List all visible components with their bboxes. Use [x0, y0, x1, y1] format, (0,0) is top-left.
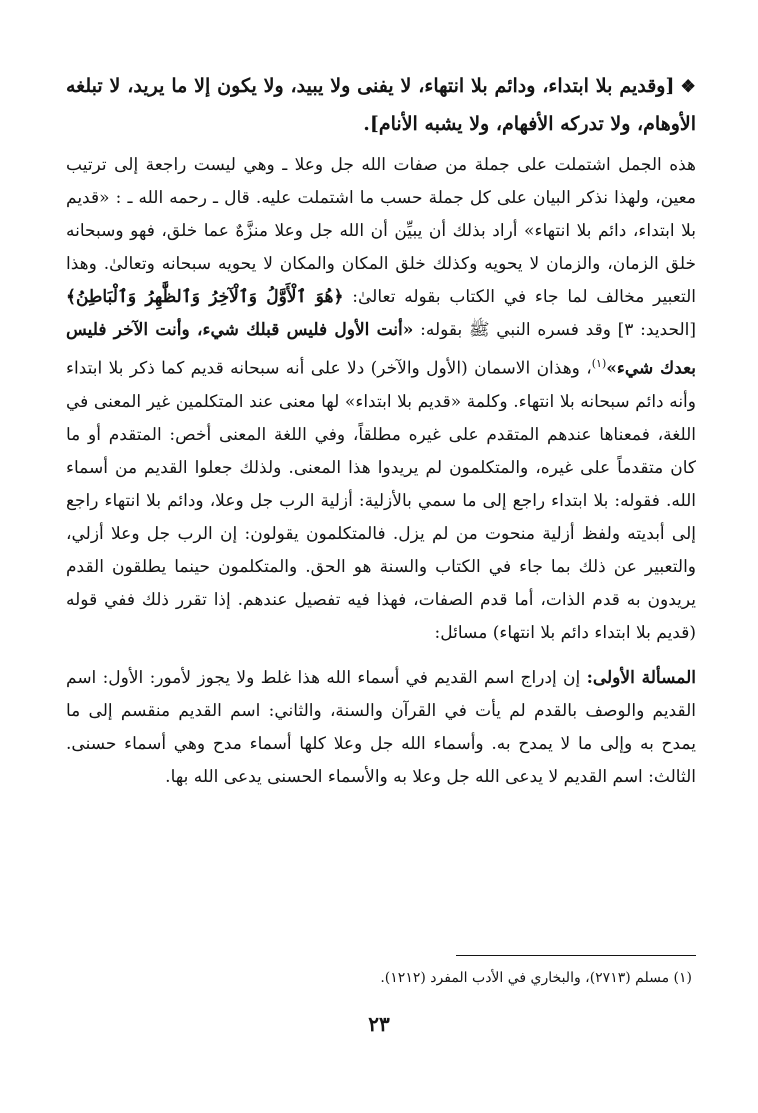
quran-verse: ﴿هُوَ ٱلْأَوَّلُ وَٱلْآخِرُ وَٱلظَّٰهِرُ وَٱلْبَاطِنُ﴾ [66, 287, 344, 307]
footnote: (١) مسلم (٢٧١٣)، والبخاري في الأدب المفرد (١٢١٢). [380, 970, 692, 986]
first-issue-paragraph [66, 662, 696, 794]
footnote-marker: (١) [591, 357, 607, 370]
heading-text: [وقديم بلا ابتداء، ودائم بلا انتهاء، لا يفنى ولا يبيد، ولا يكون إلا ما يريد، لا تبلغه الأوهام، ولا تدركه الأفهام، ولا يشبه الأنام]. [66, 75, 696, 135]
page-body [66, 68, 696, 794]
commentary-paragraph [66, 149, 696, 650]
paragraph-text: ، وهذان الاسمان (الأول والآخر) دلا على أنه سبحانه قديم كما ذكر بلا ابتداء وأنه دائم سبحانه بلا انتهاء. وكلمة «قديم بلا ابتداء» لها معنى عند المتكلمين غير المعنى في اللغة، فمعناها عندهم المتقدم على غيره مطلقاً، وفي اللغة المعنى أخص: المتقدم أو ما كان متقدماً على غيره، والمتكلمون لم يريدوا هذا المعنى. ولذلك جعلوا القديم من أسماء الله. فقوله: بلا ابتداء راجع إلى ما سمي بالأزلية: أزلية الرب جل وعلا، ودائم بلا انتهاء راجع إلى أبديته ولفظ أزلية منحوت من لم يزل. فالمتكلمون يقولون: إن الرب جل وعلا أزلي، والتعبير عن ذلك بما جاء في الكتاب والسنة هو الحق. والمتكلمون حينما يطلقون القدم يريدون به قدم الذات، أما قدم الصفات، فهذا فيه تفصيل عندهم. إذا تقرر ذلك ففي قوله (قديم بلا ابتداء دائم بلا انتهاء) مسائل: [66, 358, 696, 643]
paragraph-text: إن إدراج اسم القديم في أسماء الله هذا غلط ولا يجوز لأمور: الأول: اسم القديم والوصف بالقدم لم يأت في القرآن والسنة، والثاني: اسم القديم منقسم إلى ما يمدح به وإلى ما لا يمدح به. وأسماء الله جل وعلا كلها أسماء مدح وهي أسماء حسنى. الثالث: اسم القديم لا يدعى الله جل وعلا به والأسماء الحسنى يدعى الله بها. [66, 667, 696, 787]
diamond-bullet-icon: ❖ [680, 77, 696, 97]
page-number: ٢٣ [368, 1012, 390, 1036]
section-heading [66, 68, 696, 143]
paragraph-text: وقد فسره النبي ﷺ بقوله: [413, 320, 611, 340]
issue-label: المسألة الأولى: [586, 667, 696, 688]
hadith-quote: «أنت الأول فليس قبلك شيء، وأنت الآخر فليس بعدك شيء» [66, 320, 696, 379]
paragraph-text: هذه الجمل اشتملت على جملة من صفات الله جل وعلا ـ وهي ليست راجعة إلى ترتيب معين، ولهذا نذكر البيان على كل جملة حسب ما اشتملت عليه. قال ـ رحمه الله ـ : «قديم بلا ابتداء، دائم بلا انتهاء» أراد بذلك أن يبيِّن أن الله جل وعلا منزَّهٌ عما خلق، فهو وسبحانه خلق الزمان، والزمان لا يحويه وكذلك خلق المكان والمكان لا يحويه سبحانه وتعالىٰ. وهذا التعبير مخالف لما جاء في الكتاب بقوله تعالىٰ: [66, 155, 696, 307]
quran-reference: [الحديد: ٣] [610, 320, 696, 340]
footnote-divider [456, 955, 696, 956]
